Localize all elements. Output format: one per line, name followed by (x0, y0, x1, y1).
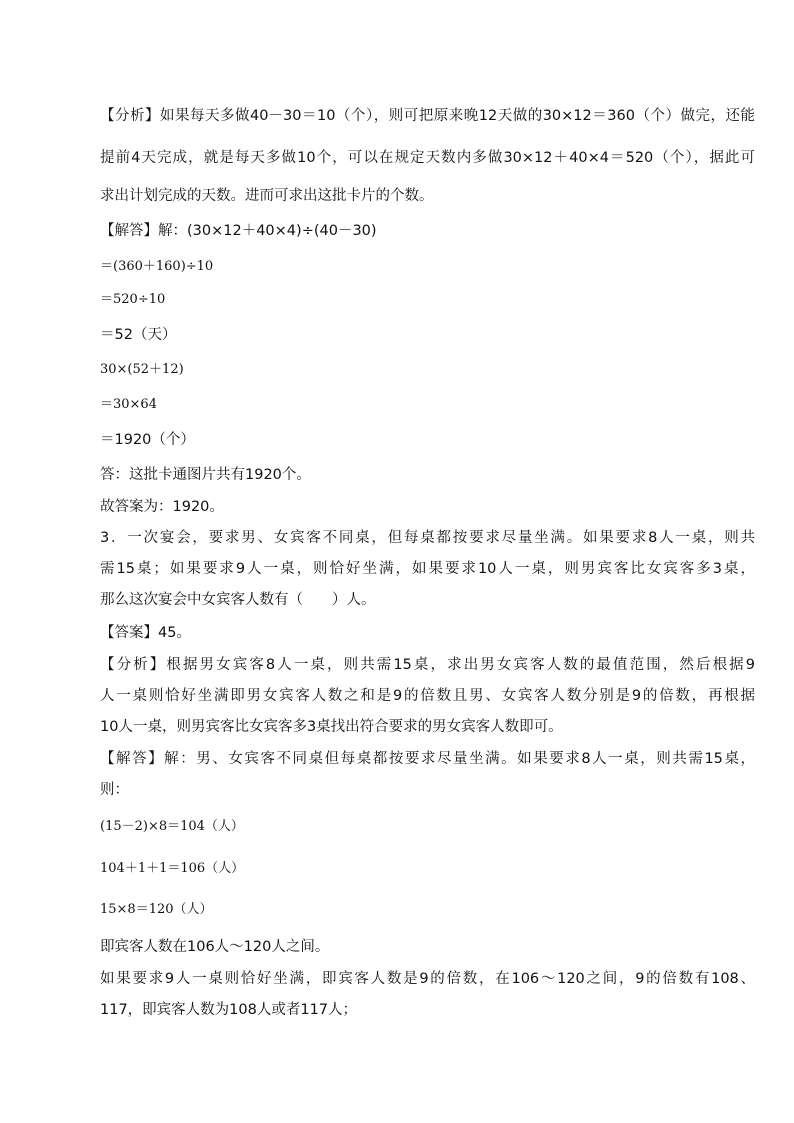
question-3-solution-1: 【解答】解：男、女宾客不同桌但每桌都按要求尽量坐满。如果要求8人一桌，则共需15桌， (100, 751, 755, 767)
analysis-line-2: 提前4天完成，就是每天多做10个，可以在规定天数内多做30×12＋40×4＝520（个），据此可 (100, 150, 755, 166)
solution-line-1: 【解答】解：(30×12＋40×4)÷(40－30) (100, 223, 377, 239)
question-3-answer: 【答案】45。 (100, 625, 191, 641)
question-3-solution-2: 则： (100, 782, 129, 798)
question-3-analysis-1: 【分析】根据男女宾客8人一桌，则共需15桌，求出男女宾客人数的最值范围，然后根据9 (100, 657, 755, 673)
final-answer: 故答案为：1920。 (100, 499, 224, 515)
solution-step-5: ＝30×64 (100, 397, 157, 412)
question-3-step-1: (15－2)×8＝104（人） (100, 819, 244, 834)
solution-step-3: ＝52（天） (100, 327, 177, 343)
question-3-multiples-2: 117，即宾客人数为108人或者117人； (100, 1002, 358, 1018)
question-3-step-2: 104＋1＋1＝106（人） (100, 861, 245, 876)
question-3-range: 即宾客人数在106人～120人之间。 (100, 939, 330, 955)
question-3-analysis-2: 人一桌则恰好坐满即男女宾客人数之和是9的倍数且男、女宾客人数分别是9的倍数，再根据 (100, 688, 755, 704)
question-3-line-2: 需15桌；如果要求9人一桌，则恰好坐满，如果要求10人一桌，则男宾客比女宾客多3桌， (100, 561, 755, 577)
analysis-line-3: 求出计划完成的天数。进而可求出这批卡片的个数。 (100, 188, 434, 204)
question-3-multiples-1: 如果要求9人一桌则恰好坐满，即宾客人数是9的倍数，在106～120之间，9的倍数有108、 (100, 971, 755, 987)
solution-step-6: ＝1920（个） (100, 432, 195, 448)
question-3-line-3: 那么这次宴会中女宾客人数有（ ）人。 (100, 592, 376, 608)
question-3-line-1: 3．一次宴会，要求男、女宾客不同桌，但每桌都按要求尽量坐满。如果要求8人一桌，则共 (100, 530, 755, 546)
solution-step-2: ＝520÷10 (100, 292, 166, 307)
solution-step-1: ＝(360＋160)÷10 (100, 259, 214, 274)
analysis-line-1: 【分析】如果每天多做40－30＝10（个），则可把原来晚12天做的30×12＝360（个）做完，还能 (100, 108, 755, 124)
solution-step-4: 30×(52＋12) (100, 362, 184, 377)
answer-statement: 答：这批卡通图片共有1920个。 (100, 467, 311, 483)
question-3-analysis-3: 10人一桌，则男宾客比女宾客多3桌找出符合要求的男女宾客人数即可。 (100, 719, 563, 735)
question-3-step-3: 15×8＝120（人） (100, 902, 213, 917)
